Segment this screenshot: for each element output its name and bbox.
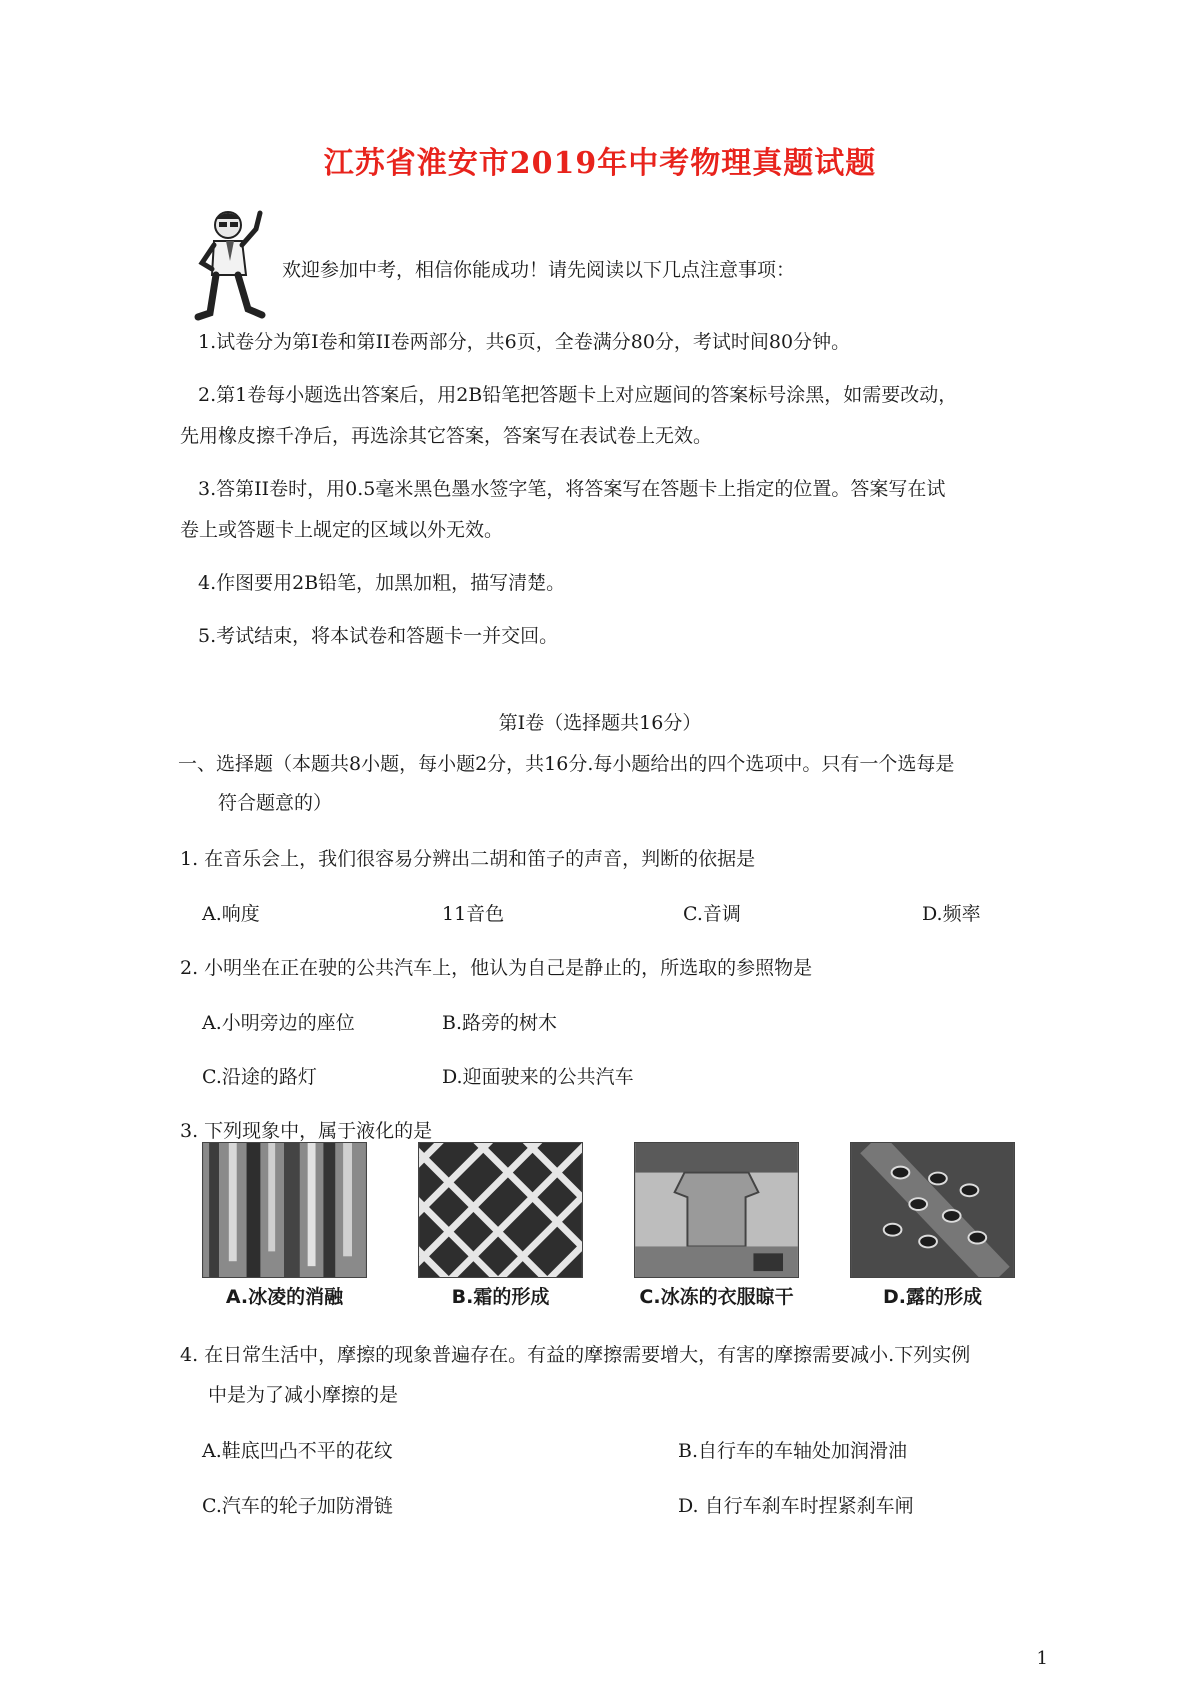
notice-1: 1.试卷分为第I卷和第II卷两部分，共6页，全卷满分80分，考试时间80分钟。: [198, 331, 851, 353]
question-3-image-d: [850, 1142, 1015, 1307]
question-4-option-a: A.鞋底凹凸不平的花纹: [202, 1440, 393, 1462]
question-3-caption-d: D.露的形成: [883, 1286, 982, 1308]
page-title: 江苏省淮安市2019年中考物理真题试题: [323, 146, 877, 181]
part-heading-line1: 一、选择题（本题共8小题，每小题2分，共16分.每小题给出的四个选项中。只有一个选每是: [178, 753, 955, 775]
question-4-option-b: B.自行车的车轴处加润滑油: [678, 1440, 908, 1462]
notice-2-line1: 2.第1卷每小题选出答案后，用2B铅笔把答题卡上对应题间的答案标号涂黑，如需要改动，: [198, 384, 958, 406]
notice-3-line2: 卷上或答题卡上觇定的区域以外无效。: [180, 519, 504, 541]
question-4-option-d: D. 自行车刹车时捏紧刹车闸: [678, 1495, 914, 1517]
question-3-image-a: [202, 1142, 367, 1307]
question-3-caption-b: B.霜的形成: [451, 1286, 550, 1308]
question-2-option-d: D.迎面驶来的公共汽车: [442, 1066, 634, 1088]
question-3-image-c: [634, 1142, 799, 1307]
question-3-image-b: [418, 1142, 583, 1307]
notice-2-line2: 先用橡皮擦千净后，再选涂其它答案，答案写在表试卷上无效。: [180, 425, 713, 447]
question-3-caption-a: A.冰凌的消融: [225, 1286, 344, 1308]
question-2-option-b: B.路旁的树木: [442, 1012, 558, 1034]
question-1-option-b: 11音色: [442, 903, 505, 925]
dew-photo: [850, 1142, 1015, 1278]
icicle-photo: [202, 1142, 367, 1278]
question-1-option-d: D.频率: [922, 903, 981, 925]
notice-5: 5.考试结束，将本试卷和答题卡一并交回。: [198, 625, 559, 647]
frozen-clothes-photo: [634, 1142, 799, 1278]
frost-photo: [418, 1142, 583, 1278]
question-1-stem: 1. 在音乐会上，我们很容易分辨出二胡和笛子的声音，判断的依据是: [180, 848, 756, 870]
notice-4: 4.作图要用2B铅笔，加黑加粗，描写清楚。: [198, 572, 566, 594]
question-1-option-c: C.音调: [683, 903, 741, 925]
question-4-option-c: C.汽车的轮子加防滑链: [202, 1495, 393, 1517]
question-3-stem: 3. 下列现象中，属于液化的是: [180, 1120, 433, 1142]
question-2-option-a: A.小明旁边的座位: [202, 1012, 355, 1034]
question-2-option-c: C.沿途的路灯: [202, 1066, 317, 1088]
question-2-stem: 2. 小明坐在正在驶的公共汽车上，他认为自己是静止的，所选取的参照物是: [180, 957, 813, 979]
notice-3-line1: 3.答第II卷时，用0.5毫米黑色墨水签字笔，将答案写在答题卡上指定的位置。答案写在试: [198, 478, 946, 500]
section-title: 第I卷（选择题共16分）: [498, 712, 702, 734]
page-number: 1: [1036, 1648, 1048, 1669]
question-4-stem-line1: 4. 在日常生活中，摩擦的现象普遍存在。有益的摩擦需要增大，有害的摩擦需要减小.下列实例: [180, 1344, 971, 1366]
question-4-stem-line2: 中是为了减小摩擦的是: [208, 1384, 399, 1406]
mascot-illustration: [190, 205, 280, 325]
question-1-option-a: A.响度: [202, 903, 260, 925]
question-3-caption-c: C.冰冻的衣服晾干: [639, 1286, 794, 1308]
part-heading-line2: 符合题意的）: [218, 792, 333, 814]
welcome-text: 欢迎参加中考，相信你能成功！请先阅读以下几点注意事项：: [282, 259, 796, 281]
